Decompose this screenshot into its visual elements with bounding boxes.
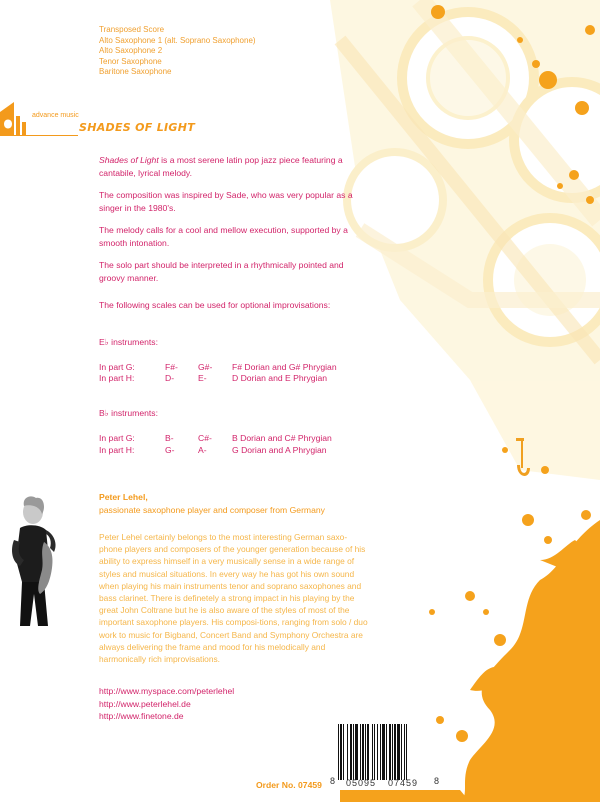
description-paragraph: The solo part should be interpreted in a rhythmically pointed and groovy manner. <box>99 260 344 283</box>
scale-desc: G Dorian and A Phrygian <box>232 445 327 455</box>
barcode-bar <box>367 724 369 780</box>
scale-row <box>99 433 399 444</box>
barcode <box>330 724 442 796</box>
part-item: Alto Saxophone 2 <box>99 46 163 55</box>
scale-2: A- <box>198 445 207 455</box>
barcode-digits-right: 07459 <box>388 778 419 788</box>
barcode-bar <box>374 724 375 780</box>
brand-label: advance music <box>32 112 79 119</box>
scale-desc: F# Dorian and G# Phrygian <box>232 362 337 372</box>
description-text: is a most serene latin pop jazz piece featuring a cantabile, lyrical melody. <box>99 155 343 178</box>
scale-row <box>99 445 399 456</box>
barcode-bars <box>338 724 442 780</box>
barcode-bar <box>406 724 407 780</box>
scale-1: B- <box>165 433 174 443</box>
barcode-bar <box>382 724 385 780</box>
barcode-bar <box>397 724 400 780</box>
part-label: In part G: <box>99 362 135 372</box>
scale-2: C#- <box>198 433 212 443</box>
barcode-bar <box>350 724 352 780</box>
barcode-bar <box>338 724 339 780</box>
url-link[interactable]: http://www.peterlehel.de <box>99 698 191 709</box>
barcode-bar <box>343 724 344 780</box>
scale-desc: D Dorian and E Phrygian <box>232 373 328 383</box>
eb-instruments-heading: E♭ instruments: <box>99 337 158 347</box>
piece-description <box>99 154 361 322</box>
scale-1: G- <box>165 445 175 455</box>
barcode-bar <box>392 724 393 780</box>
scale-row <box>99 362 399 373</box>
barcode-digits-left: 05095 <box>346 778 377 788</box>
description-paragraph: The following scales can be used for optional improvisations: <box>99 300 331 310</box>
barcode-bar <box>372 724 373 780</box>
composer-tagline: passionate saxophone player and composer from Germany <box>99 505 325 515</box>
barcode-bar <box>401 724 402 780</box>
description-paragraph: The composition was inspired by Sade, who was very popular as a singer in the 1980's. <box>99 190 353 213</box>
logo-rule <box>0 135 78 136</box>
barcode-bar <box>362 724 364 780</box>
scale-2: G#- <box>198 362 213 372</box>
scale-1: D- <box>165 373 175 383</box>
scale-desc: B Dorian and C# Phrygian <box>232 433 332 443</box>
barcode-bar <box>380 724 381 780</box>
scale-2: E- <box>198 373 207 383</box>
barcode-bar <box>360 724 361 780</box>
part-item: Transposed Score <box>99 25 165 34</box>
barcode-bar <box>365 724 366 780</box>
bb-instruments-heading: B♭ instruments: <box>99 408 158 418</box>
composer-name: Peter Lehel, <box>99 492 148 502</box>
scale-1: F#- <box>165 362 178 372</box>
saxophone-keys-graphic <box>330 0 600 480</box>
barcode-bar <box>347 724 348 780</box>
scale-row <box>99 373 399 384</box>
composer-biography: Peter Lehel certainly belongs to the most interesting German saxo-phone players and composers of the younger generation because of his ability to express himself in a very musically sense in a wide range of styles and musical situations. In every way he has got his own sound when playing his main instruments tenor and soprano saxophones and bass clarinet. There is definetely a strong impact in his playing by the great John Coltrane but he is also aware of the styles of most of the important saxophone players. His composi-tions, ranging from solo / duo work to music for Bigband, Concert Band and Symphony Orchestra are always delivering the frame and mood for his melodically and harmonically rich improvisations. <box>99 532 368 665</box>
part-label: In part G: <box>99 433 135 443</box>
barcode-bar <box>355 724 358 780</box>
page-title: SHADES OF LIGHT <box>79 121 196 134</box>
url-link[interactable]: http://www.myspace.com/peterlehel <box>99 686 235 696</box>
composer-photo <box>0 490 82 628</box>
part-label: In part H: <box>99 445 135 455</box>
barcode-bar <box>404 724 405 780</box>
description-paragraph: The melody calls for a cool and mellow execution, supported by a smooth intonation. <box>99 225 348 248</box>
instrument-parts-list <box>99 25 339 78</box>
barcode-bar <box>340 724 342 780</box>
barcode-digit-first: 8 <box>330 776 336 786</box>
barcode-bar <box>394 724 396 780</box>
order-number: Order No. 07459 <box>256 780 322 790</box>
part-item: Tenor Saxophone <box>99 56 162 66</box>
barcode-bar <box>386 724 387 780</box>
links-list <box>99 685 234 723</box>
part-label: In part H: <box>99 373 135 383</box>
barcode-digit-last: 8 <box>434 776 440 786</box>
description-paragraph <box>99 154 361 179</box>
barcode-bar <box>389 724 391 780</box>
barcode-bar <box>353 724 354 780</box>
barcode-bar <box>377 724 378 780</box>
piece-name: Shades of Light <box>99 155 159 165</box>
part-item: Baritone Saxophone <box>99 67 172 76</box>
logo-mark <box>0 102 30 136</box>
part-item: Alto Saxophone 1 (alt. Soprano Saxophone) <box>99 35 256 45</box>
url-link[interactable]: http://www.finetone.de <box>99 711 184 721</box>
